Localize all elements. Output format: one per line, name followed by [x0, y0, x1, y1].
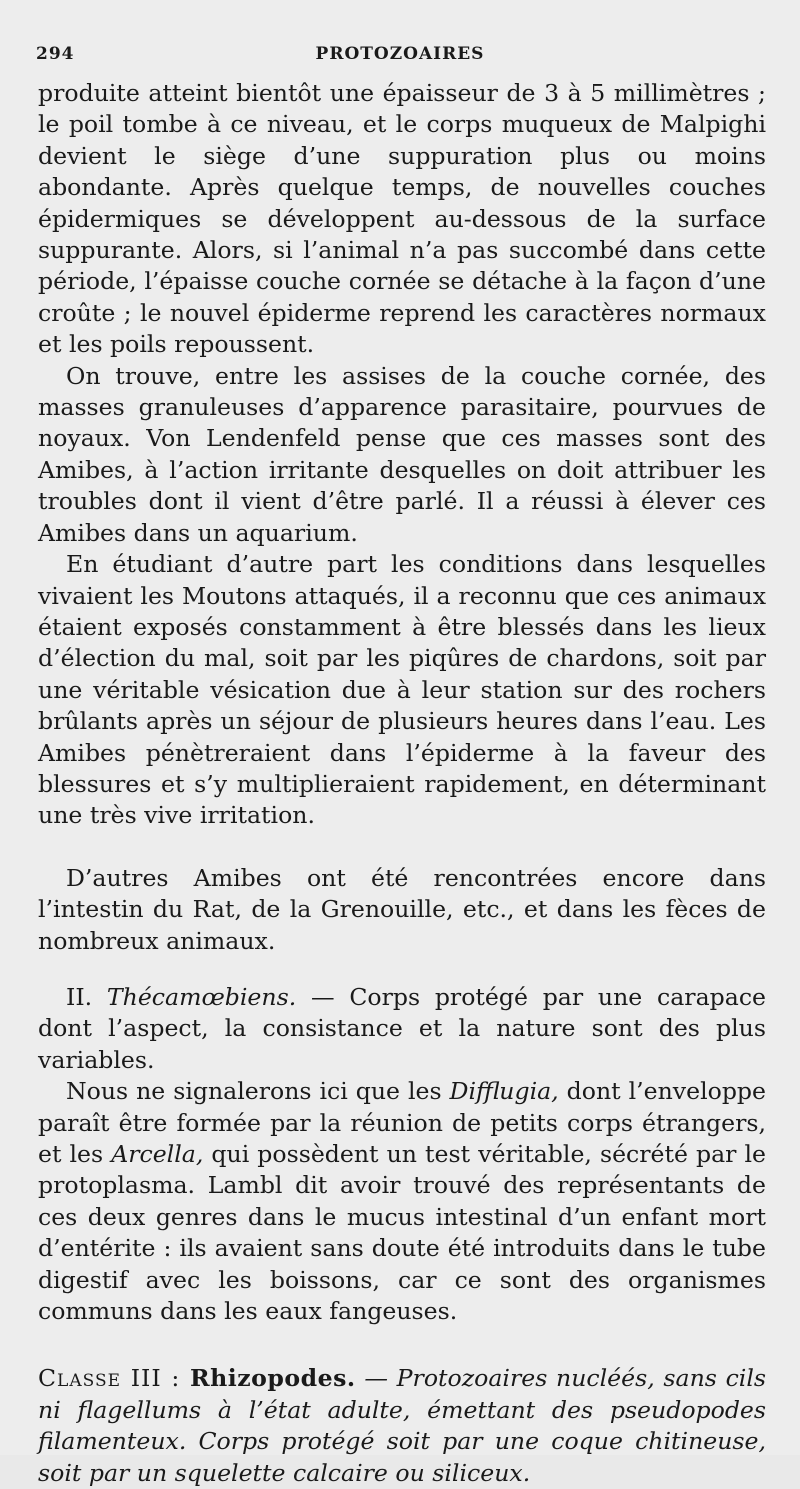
classe-name: Rhizopodes.	[190, 1364, 356, 1393]
paragraph-6-part-a: Nous ne signalerons ici que les	[66, 1077, 450, 1106]
page-header	[36, 44, 764, 70]
paragraph-6-part-c: qui possèdent un test véritable, sécrété par le protoplasma. Lambl dit avoir trouvé des représentants de ces deux genres dans le mucus intestinal d’un enfant mort d’entérite : ils avaient sans doute été introduits dans le tube digestif avec les boissons, car ce sont des organismes communs dans les eaux fangeuses.	[38, 1140, 767, 1326]
page-number: 294	[36, 44, 75, 64]
genus-difflugia: Difflugia,	[449, 1077, 559, 1106]
classe-definition: — Protozoaires nucléés, sans cils ni flagellums à l’état adulte, émettant des pseudopodes filamenteux. Corps protégé soit par une coque chitineuse, soit par un squelette calcaire ou siliceux.	[38, 1364, 766, 1487]
paragraph-6	[38, 1076, 766, 1327]
section-term: Thécamœbiens.	[106, 982, 297, 1011]
classe-label: Classe III :	[38, 1364, 191, 1393]
page-body	[38, 78, 766, 1489]
paragraph-classe-rhizopodes	[38, 1363, 766, 1489]
paragraph-2: On trouve, entre les assises de la couche cornée, des masses granuleuses d’apparence parasitaire, pourvues de noyaux. Von Lendenfeld pense que ces masses sont des Amibes, à l’action irritante desquelles on doit attribuer les troubles dont il vient d’être parlé. Il a réussi à élever ces Amibes dans un aquarium.	[38, 361, 766, 547]
paragraph-thecamoebiens	[38, 982, 766, 1076]
section-number: II.	[66, 982, 107, 1011]
paragraph-6-part-b: dont l’enveloppe paraît être formée par la réunion de petits corps étrangers, et les	[38, 1077, 766, 1168]
running-title: PROTOZOAIRES	[315, 44, 485, 64]
paragraph-4: D’autres Amibes ont été rencontrées encore dans l’intestin du Rat, de la Grenouille, etc., et dans les fèces de nombreux animaux.	[38, 863, 766, 955]
genus-arcella: Arcella,	[111, 1140, 204, 1168]
paragraph-3: En étudiant d’autre part les conditions dans lesquelles vivaient les Moutons attaqués, il a reconnu que ces animaux étaient exposés constamment à être blessés dans les lieux d’élection du mal, soit par les piqûres de chardons, soit par une véritable vésication due à leur station sur des rochers brûlants après un séjour de plusieurs heures dans l’eau. Les Amibes pénètreraient dans l’épiderme à la faveur des blessures et s’y multiplieraient rapidement, en déterminant une très vive irritation.	[38, 550, 766, 830]
paragraph-1: produite atteint bientôt une épaisseur de 3 à 5 millimètres ; le poil tombe à ce niveau, et le corps muqueux de Malpighi devient le siège d’une suppuration plus ou moins abondante. Après quelque temps, de nouvelles couches épidermiques se développent au-dessous de la surface suppurante. Alors, si l’animal n’a pas succombé dans cette période, l’épaisse couche cornée se détache à la façon d’une croûte ; le nouvel épiderme reprend les caractères normaux et les poils repoussent.	[38, 79, 766, 359]
section-text: — Corps protégé par une carapace dont l’aspect, la consistance et la nature sont des plus variables.	[38, 982, 766, 1074]
